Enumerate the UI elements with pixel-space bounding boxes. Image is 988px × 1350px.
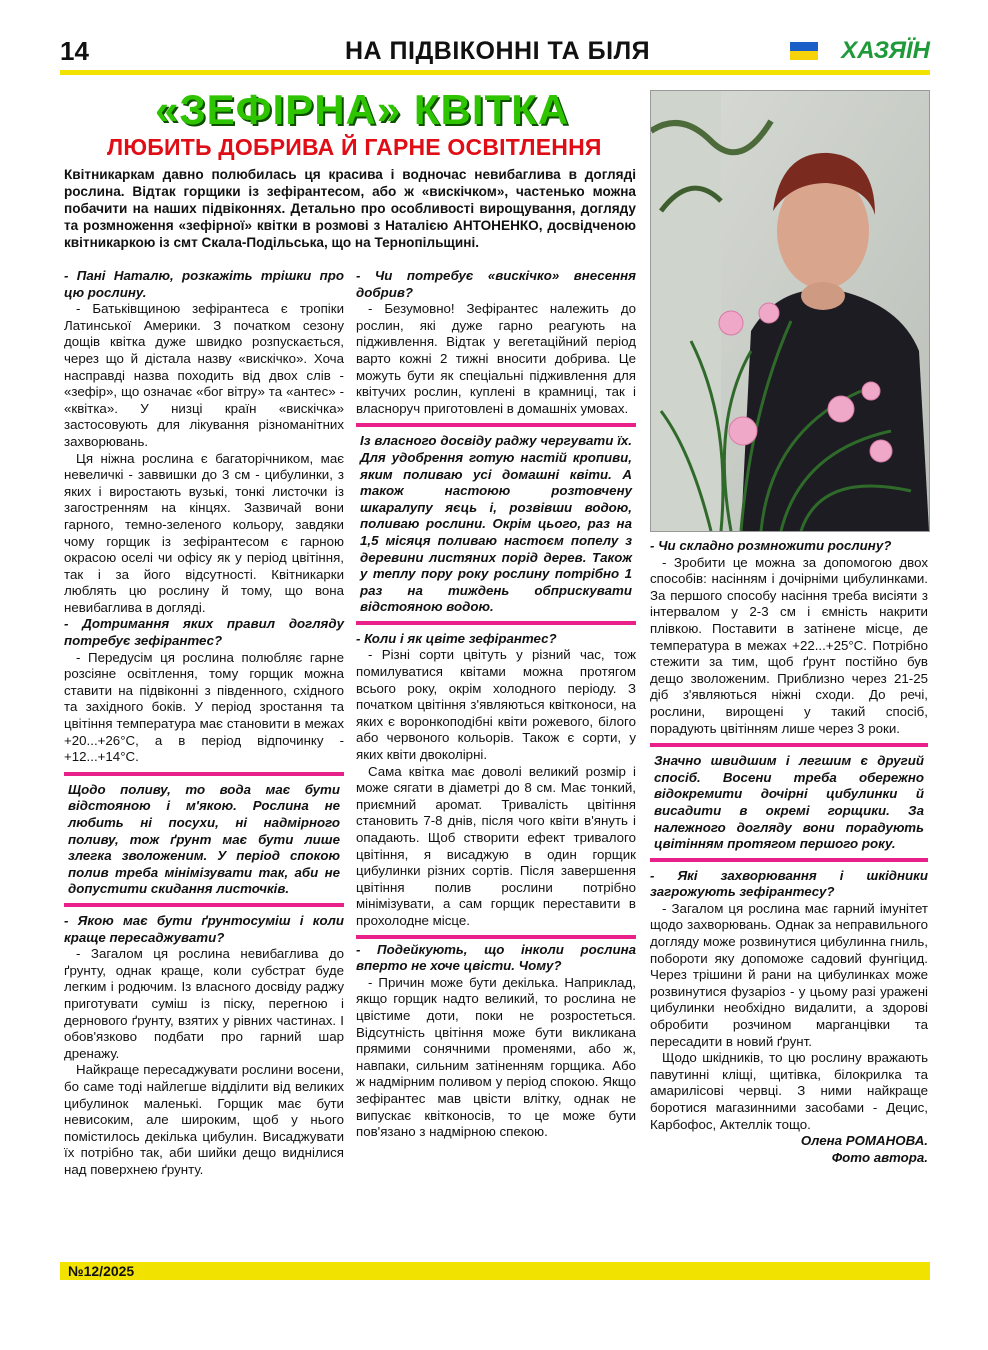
page-header <box>60 34 930 68</box>
section-title: НА ПІДВІКОННІ ТА БІЛЯ <box>345 37 651 65</box>
answer: Найкраще пересаджувати рослини восени, бо саме тоді найлегше відділити від великих цибулинок маленькі. Горщик має бути невисоким, але широким, щоб у нього поміcтилось декілька цибулин. Висаджувати їх потрібно так, аби шийки дещо виднілися над поверхнею ґрунту. <box>64 1062 344 1177</box>
page-number: 14 <box>60 36 89 66</box>
answer: Щодо шкідників, то цю рослину вражають павутинні кліщі, щитівка, білокрилка та амарилісові червці. З ними найкраще боротися магазинними засобами - Децис, Карбофос, Актеллік тощо. <box>650 1050 928 1132</box>
issue-number: №12/2025 <box>68 1263 135 1279</box>
footer-bar <box>60 1262 930 1280</box>
article-photo <box>650 90 930 532</box>
answer: - Причин може бути декілька. Наприклад, якщо горщик надто великий, то рослина не цвістиме доти, поки не розростеться. Відсутність цвітіння може бути викликана прямими сонячними променями, або ж, навпаки, сильним затіненням горщика. Або ж надмірним поливом у період спокою. Якщо зефірантес мав цвісти влітку, однак не випускає квітконосів, то це може бути пов'язано з надмірною спекою. <box>356 974 636 1140</box>
divider <box>356 935 636 939</box>
answer: - Загалом ця рослина має гарний імунітет щодо захворювань. Однак за неправильного догляду може розвинутися цибулинна гниль, побороти яку допоможе садовий фунгіцид. Через трішини й рани на цибулинках може розвинутися фузаріоз - у цьому разі уражені цибулинки необхідно видалити, а здорові обробити розчином марганцівки та пересадити в новий ґрунт. <box>650 900 928 1049</box>
photo-credit: Фото автора. <box>831 1149 928 1165</box>
text-column-3 <box>650 538 928 1166</box>
text-column-2 <box>356 268 636 1141</box>
question: - Якою має бути ґрунтосуміш і коли краще пересаджувати? <box>64 912 344 945</box>
question: - Пані Наталю, розкажіть трішки про цю рослину. <box>64 268 344 300</box>
highlight-box: Щодо поливу, то вода має бути відстояною і м'якою. Рослина не любить ні посухи, ні надмірного поливу, тож ґрунт має бути лише злегка зволоженим. У період спокою полив треба мінімізувати так, аби не допустити скидання листочків. <box>64 772 344 907</box>
question: - Коли і як цвіте зефірантес? <box>356 630 557 646</box>
author-signature: Олена РОМАНОВА. <box>800 1133 928 1149</box>
highlight-box: Значно швидшим і легшим є другий спосіб. Восени треба обережно відокремити дочірні цибулинки й висадити в окремі горщики. За належного догляду вони порадують цвітінням протягом першого року. <box>650 743 928 862</box>
article-title: «ЗЕФІРНА» КВІТКА <box>155 86 570 133</box>
publication-brand: ХАЗЯЇН <box>841 37 930 64</box>
answer: - Батьківщиною зефірантеса є тропіки Латинської Америки. З початком сезону дощів квітка дуже швидко розпускається, через що й дістала назву «вискічко». Хоча насправді назва походить від двох слів - «зефір», що означає «бог вітру» та «антес» - «квітка». У низці країн «вискічка» застосовують для лікування різноманітних захворювань. <box>64 301 344 449</box>
article-lead: Квітникаркам давно полюбилась ця красива і водночас невибаглива в догляді рослина. Відтак горщики із зефірантесом, або ж «вискічком», частенько можна побачити на наших підвіконнях. Детально про особливості вирощування, догляду та розмноження «зефірної» квітки в розмові з Наталією АНТОНЕНКО, досвідченою квітникаркою із смт Скала-Подільська, що на Тернопільщині. <box>64 167 636 250</box>
answer: - Безумовно! Зефірантес належить до рослин, які дуже гарно реагують на підживлення. Відтак у вегетаційний період варто кожні 2 тижні вносити добрива. Це можуть бути як спеціальні підживлення для квітучих рослин, куплені в крамниці, так і власноруч приготовлені в домашніх умовах. <box>356 301 636 416</box>
question: - Дотримання яких правил догляду потребує зефірантес? <box>64 616 344 649</box>
answer: - Різні сорти цвітуть у різний час, тож помилуватися квітами можна протягом всього року, окрім холодного періоду. З початком цвітіння з'являються квітконоси, на яких є воронкоподібні квіти рожевого, білого або червоного кольорів. Також є сорти, у яких квіти двоколірні. <box>356 647 636 763</box>
highlight-box: Із власного досвіду раджу чергувати їх. Для удобрення готую настій кропиви, яким поливаю усі домашні квіти. А також настоюю розтовчену шкаралупу яєць і, розвівши водою, поливаю рослини. Окрім цього, раз на 1,5 місяця поливаю настоєм попелу з деревини листяних порід дерев. Також у теплу пору року рослину потрібно 1 раз на тиждень обприскувати відстояною водою. <box>356 423 636 625</box>
article-subtitle: ЛЮБИТЬ ДОБРИВА Й ГАРНЕ ОСВІТЛЕННЯ <box>107 134 602 160</box>
answer: - Зробити це можна за допомогою двох способів: насінням і дочірніми цибулинками. За першого способу насіння треба висіяти з інтервалом у 2-3 см і ємність накрити плівкою. Поставити в затінене місце, де температура в межах +22...+25°С. Потрібно стежити за тим, щоб ґрунт постійно був дещо зволоженим. Приблизно через 21-25 діб з'являються ніжні сходи. До речі, рослини, вирощені у такий спосіб, порадують цвітінням лише через 3 роки. <box>650 554 928 736</box>
text-column-1 <box>64 268 344 1178</box>
header-divider <box>60 70 930 75</box>
ukraine-flag-icon <box>790 42 818 60</box>
question: - Подейкують, що інколи рослина вперто не хоче цвісти. Чому? <box>356 941 636 974</box>
answer: - Загалом ця рослина невибаглива до ґрунту, однак краще, коли субстрат буде легким і родючим. Із власного досвіду раджу приготувати суміш із піску, перегною і дернового ґрунту, взятих у рівних частинах. І обов'язково подбати про гарний шар дренажу. <box>64 946 344 1061</box>
answer: Ця ніжна рослина є багаторічником, має невеличкі - заввишки до 3 см - цибулинки, з яких і виростають вузькі, тонкі листочки із загостренням на кінцях. Зазвичай вони гарного, темно-зеленого кольору, завдяки чому горщик із зефірантесом є гарною окрасою оселі чи офісу як у період цвітіння, так і за його відсутності. Квітникарки люблять цю рослину й тому, що вона невибаглива в догляді. <box>64 450 344 615</box>
question: - Чи потребує «вискічко» внесення добрив? <box>356 268 636 300</box>
question: - Чи складно розмножити рослину? <box>650 538 892 553</box>
answer: - Передусім ця рослина полюбляє гарне розсіяне освітлення, тому горщик можна ставити на підвіконні з південного, східного та західного боків. У період зростання та цвітіння температура має становити в межах +20...+26°С, а в період відпочинку - +12...+14°С. <box>64 649 344 765</box>
question: - Які захворювання і шкідники загрожують зефірантесу? <box>650 867 928 900</box>
answer: Сама квітка має доволі великий розмір і може сягати в діаметрі до 8 см. Має тонкий, приємний аромат. Тривалість цвітіння становить 7-8 днів, після чого квіти в'януть і опадають. Щоб створити ефект тривалого цвітіння, я висаджую в один горщик цибулинки різних сортів. Після завершення цвітіння полив рослини потрібно мінімізувати, а сам горщик переставити в прохолодне місце. <box>356 763 636 928</box>
